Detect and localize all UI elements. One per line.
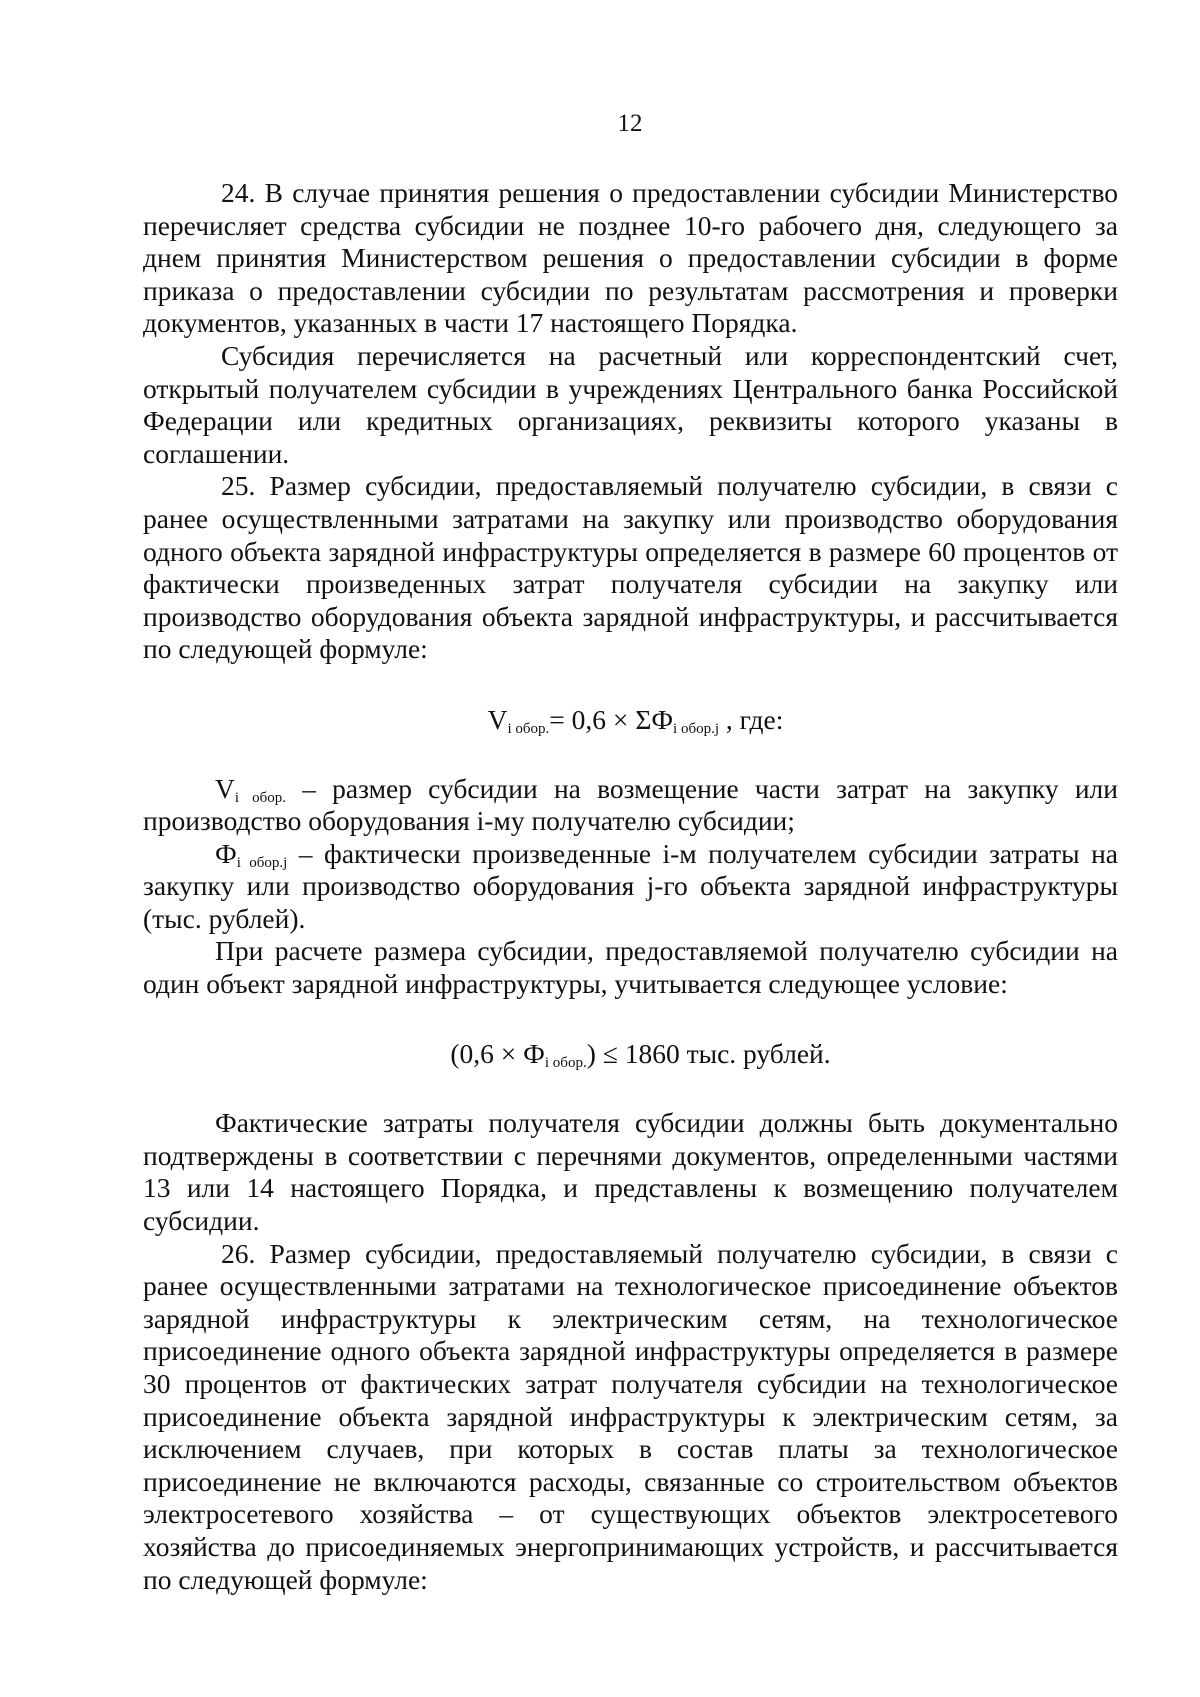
definition-v-text: – размер субсидии на возмещение части затрат на закупку или производство оборудования i-му получателю субсидии; (143, 772, 1118, 837)
formula-tail: , где: (719, 703, 784, 735)
formula-limit-subscript: i обор. (544, 1054, 587, 1071)
definition-v-subscript: i обор. (234, 789, 287, 806)
paragraph-calc-condition: При расчете размера субсидии, предоставляемой получателю субсидии на один объект зарядной инфраструктуры, учитывается следующее условие: (143, 935, 1118, 1000)
paragraph-24-account: Субсидия перечисляется на расчетный или корреспондентский счет, открытый получателем субсидии в учреждениях Центрального банка Российской Федерации или кредитных организациях, реквизиты которого указаны в соглашении. (143, 339, 1118, 469)
definition-f-symbol: Ф (215, 837, 237, 869)
formula-middle: = 0,6 × ΣФ (549, 703, 674, 735)
formula-f-subscript: i обор.j (673, 720, 720, 737)
formula-limit-tail: ) ≤ 1860 тыс. рублей. (586, 1037, 831, 1069)
definition-f-text: – фактически произведенные i-м получателем субсидии затраты на закупку или производство оборудования j-го объекта зарядной инфраструктуры (тыс. рублей). (143, 837, 1119, 934)
formula-limit (143, 1038, 1118, 1071)
paragraph-24: 24. В случае принятия решения о предоставлении субсидии Министерство перечисляет средства субсидии не позднее 10-го рабочего дня, следующего за днем принятия Министерством решения о предоставлении субсидии в форме приказа о предоставлении субсидии по результатам рассмотрения и проверки документов, указанных в части 17 настоящего Порядка. (143, 177, 1118, 339)
document-body (143, 177, 1118, 1596)
formula-v-subscript: i обор. (507, 720, 550, 737)
formula-v: V (487, 703, 508, 735)
definition-f (143, 838, 1118, 936)
formula-limit-head: (0,6 × Ф (450, 1037, 545, 1069)
formula-equipment (143, 704, 1118, 737)
definition-v-symbol: V (215, 772, 235, 804)
definition-f-subscript: i обор.j (236, 854, 288, 871)
page-number: 12 (617, 110, 643, 137)
paragraph-25: 25. Размер субсидии, предоставляемый получателю субсидии, в связи с ранее осуществленными затратами на закупку или производство оборудования одного объекта зарядной инфраструктуры определяется в размере 60 процентов от фактически произведенных затрат получателя субсидии на закупку или производство оборудования объекта зарядной инфраструктуры, и рассчитывается по следующей формуле: (143, 470, 1118, 665)
definition-v (143, 773, 1118, 838)
paragraph-actual-costs: Фактические затраты получателя субсидии должны быть документально подтверждены в соответствии с перечнями документов, определенными частями 13 или 14 настоящего Порядка, и представлены к возмещению получателем субсидии. (143, 1107, 1118, 1237)
paragraph-26: 26. Размер субсидии, предоставляемый получателю субсидии, в связи с ранее осуществленными затратами на технологическое присоединение объектов зарядной инфраструктуры к электрическим сетям, на технологическое присоединение одного объекта зарядной инфраструктуры определяется в размере 30 процентов от фактических затрат получателя субсидии на технологическое присоединение объекта зарядной инфраструктуры к электрическим сетям, за исключением случаев, при которых в состав платы за технологическое присоединение не включаются расходы, связанные со строительством объектов электросетевого хозяйства – от существующих объектов электросетевого хозяйства до присоединяемых энергопринимающих устройств, и рассчитывается по следующей формуле: (143, 1237, 1118, 1595)
